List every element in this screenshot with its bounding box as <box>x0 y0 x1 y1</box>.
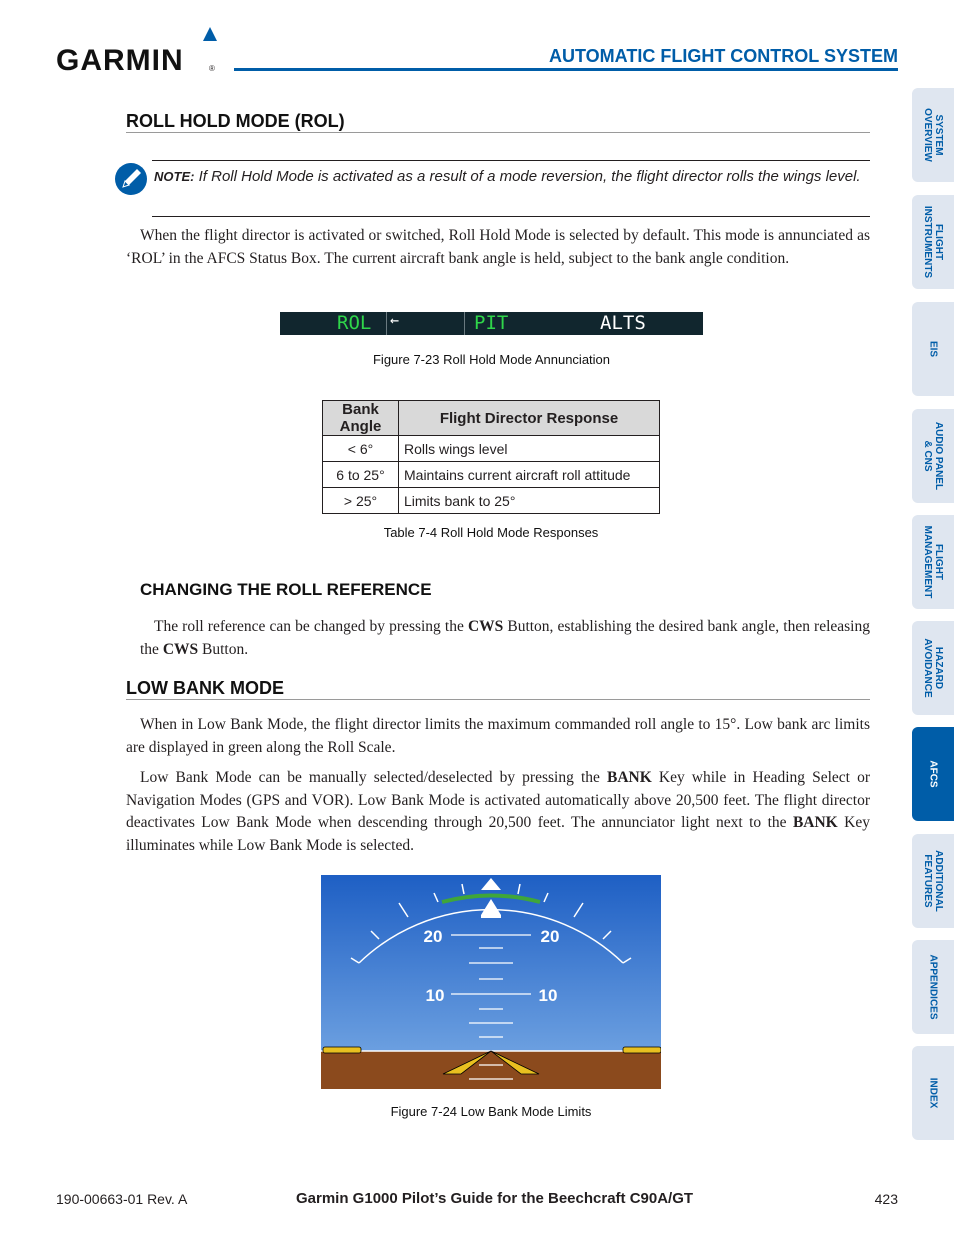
document-number: 190-00663-01 Rev. A <box>56 1191 188 1207</box>
heading-rule <box>126 132 870 133</box>
table-row <box>323 436 660 462</box>
low-bank-heading: LOW BANK MODE <box>126 678 284 698</box>
cws-key-text: CWS <box>162 640 199 658</box>
document-title: Garmin G1000 Pilot’s Guide for the Beechcraft C90A/GT <box>296 1190 694 1207</box>
bank-key-text: BANK <box>792 814 838 831</box>
annunciation-separator <box>464 312 465 335</box>
response-cell: Maintains current aircraft roll attitude <box>399 462 660 488</box>
response-cell: Rolls wings level <box>399 436 660 462</box>
bank-key-text: BANK <box>606 769 652 786</box>
table-7-4-caption: Table 7-4 Roll Hold Mode Responses <box>383 525 599 540</box>
afcs-status-box <box>280 312 703 335</box>
tab-eis[interactable]: EIS <box>912 302 954 396</box>
tab-index[interactable]: INDEX <box>912 1046 954 1140</box>
header-rule <box>234 68 898 71</box>
armed-altitude-annunciation: ALTS <box>600 312 646 334</box>
note-label: NOTE: <box>154 169 195 184</box>
transition-arrow-icon: ← <box>390 311 400 329</box>
changing-roll-reference-heading: CHANGING THE ROLL REFERENCE <box>140 580 432 599</box>
vertical-mode-annunciation: PIT <box>474 312 509 334</box>
note-bottom-rule <box>152 216 870 217</box>
tab-hazard-avoidance[interactable]: HAZARD AVOIDANCE <box>912 621 954 715</box>
pitch-label-10-left: 10 <box>425 986 445 1005</box>
bank-angle-cell: 6 to 25° <box>323 462 399 488</box>
table-row <box>323 488 660 514</box>
tab-flight-management[interactable]: FLIGHT MANAGEMENT <box>912 515 954 609</box>
roll-hold-responses-table <box>322 400 660 514</box>
tab-flight-instruments[interactable]: FLIGHT INSTRUMENTS <box>912 195 954 289</box>
tab-appendices[interactable]: APPENDICES <box>912 940 954 1034</box>
attitude-indicator-figure <box>321 875 661 1089</box>
note-pencil-icon <box>114 162 148 196</box>
pitch-label-20-right: 20 <box>540 927 560 946</box>
note-top-rule <box>152 160 870 161</box>
logo-registered-mark: ® <box>209 64 215 73</box>
table-header-row <box>323 401 660 436</box>
page-number: 423 <box>874 1191 898 1207</box>
annunciation-separator <box>386 312 387 335</box>
figure-7-24-caption: Figure 7-24 Low Bank Mode Limits <box>390 1104 592 1119</box>
tab-audio-panel-cns[interactable]: AUDIO PANEL & CNS <box>912 409 954 503</box>
low-bank-paragraph-1: When in Low Bank Mode, the flight director limits the maximum commanded roll angle to 15°. Low bank arc limits are displayed in green along the Roll Scale. <box>126 716 870 756</box>
column-header-fd-response: Flight Director Response <box>399 401 660 436</box>
pitch-label-10-right: 10 <box>538 986 558 1005</box>
bank-angle-cell: > 25° <box>323 488 399 514</box>
cws-key-text: CWS <box>467 618 504 635</box>
ground <box>321 1051 661 1089</box>
low-bank-paragraph-2: Low Bank Mode can be manually selected/deselected by pressing the BANK Key while in Heading Select or Navigation Modes (GPS and VOR). Low Bank Mode is activated automatically above 20,500 feet. The flight director deactivates Low Bank Mode when descending through 20,500 feet. The annunciator light next to the BANK Key illuminates while Low Bank Mode is selected. <box>126 769 871 854</box>
garmin-logo <box>56 26 221 77</box>
logo-text: GARMIN <box>56 44 184 77</box>
note-body: If Roll Hold Mode is activated as a result of a mode reversion, the flight director rolls the wings level. <box>194 168 861 185</box>
response-cell: Limits bank to 25° <box>399 488 660 514</box>
lateral-mode-annunciation: ROL <box>337 312 372 334</box>
heading-rule <box>126 699 870 700</box>
section-title: AUTOMATIC FLIGHT CONTROL SYSTEM <box>549 46 898 66</box>
tab-additional-features[interactable]: ADDITIONAL FEATURES <box>912 834 954 928</box>
bank-angle-cell: < 6° <box>323 436 399 462</box>
column-header-bank-angle: Bank Angle <box>323 401 399 436</box>
logo-triangle-icon <box>202 26 218 42</box>
tab-system-overview[interactable]: SYSTEM OVERVIEW <box>912 88 954 182</box>
changing-roll-paragraph: The roll reference can be changed by pressing the CWS Button, establishing the desired bank angle, then releasing the CWS Button. <box>140 618 870 658</box>
figure-7-23-caption: Figure 7-23 Roll Hold Mode Annunciation <box>372 352 611 367</box>
tab-afcs[interactable]: AFCS <box>912 727 954 821</box>
roll-hold-paragraph: When the flight director is activated or switched, Roll Hold Mode is selected by default. This mode is annunciated as ‘ROL’ in the AFCS Status Box. The current aircraft bank angle is held, subject to the bank angle condition. <box>126 227 870 267</box>
note-text <box>154 166 870 188</box>
pitch-label-20-left: 20 <box>423 927 443 946</box>
left-wing-reference-bar <box>323 1047 361 1053</box>
right-wing-reference-bar <box>623 1047 661 1053</box>
roll-hold-heading: ROLL HOLD MODE (ROL) <box>126 111 345 131</box>
table-row <box>323 462 660 488</box>
